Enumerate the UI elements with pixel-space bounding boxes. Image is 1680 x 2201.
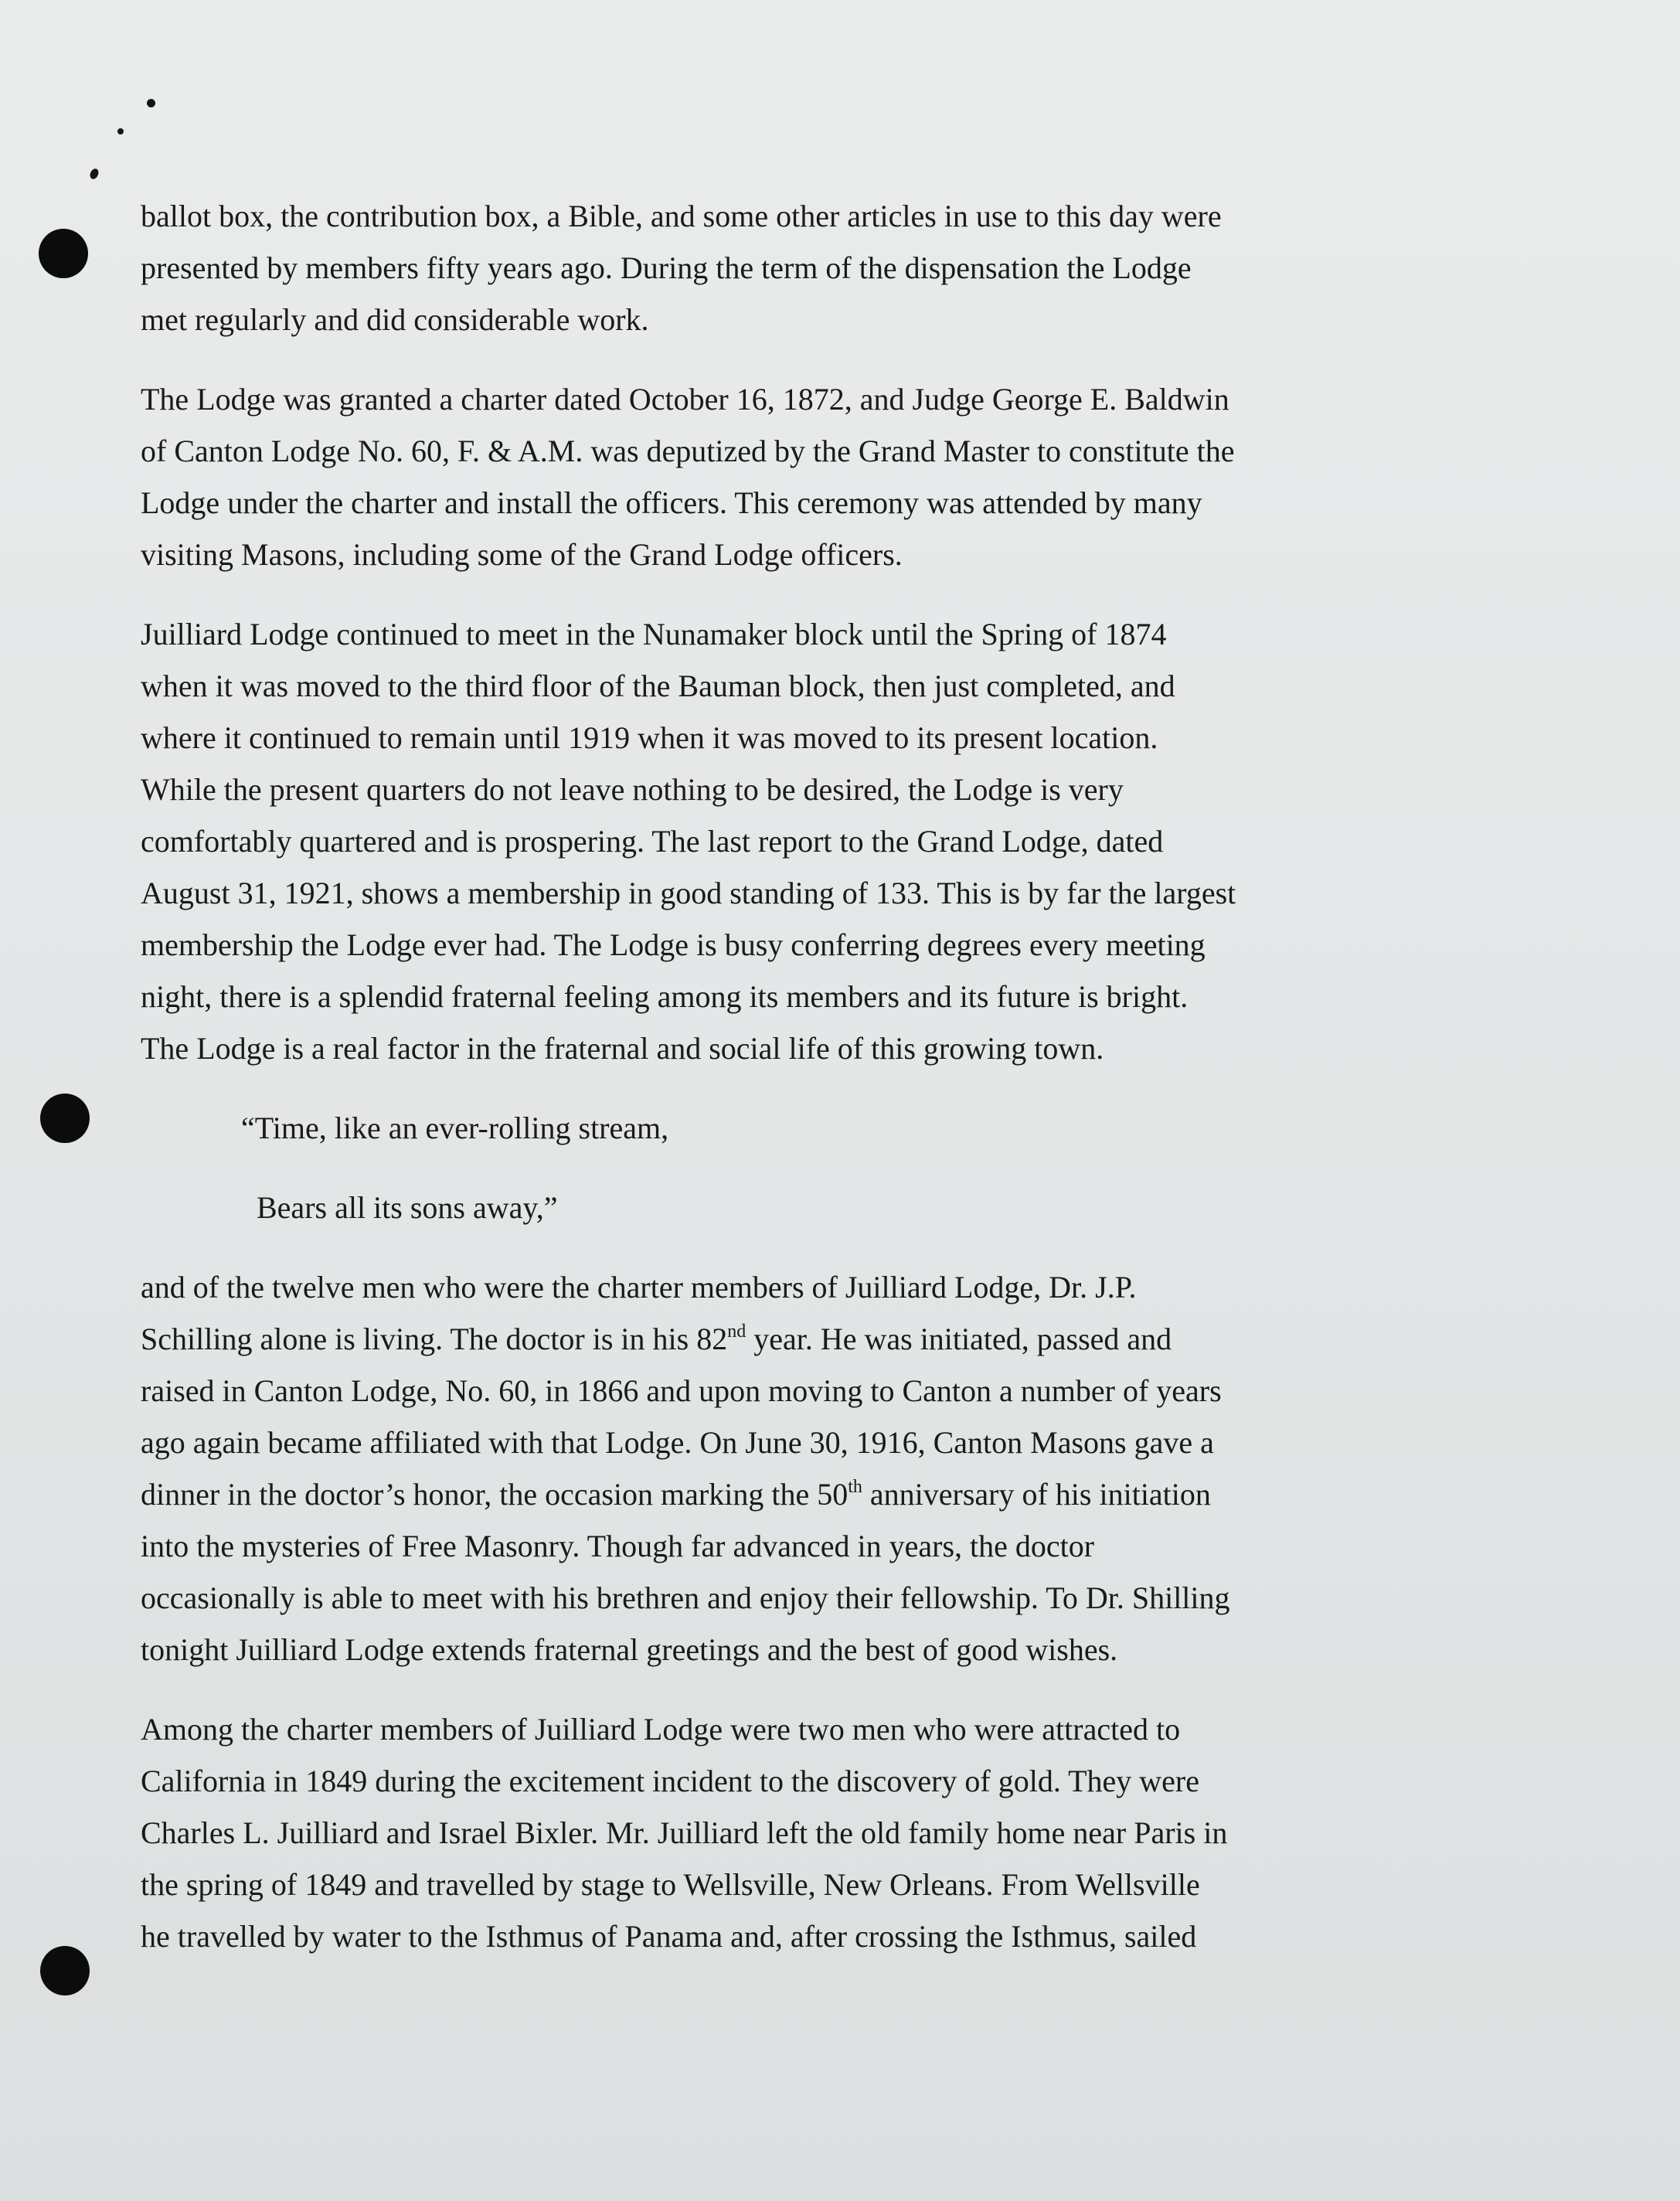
paper-speck [147,99,155,107]
text-line: visiting Masons, including some of the Grand Lodge officers. [141,537,903,572]
paragraph-2 [141,373,1454,580]
text-line: and of the twelve men who were the charter members of Juilliard Lodge, Dr. J.P. [141,1270,1137,1305]
text-line [141,1468,1454,1520]
text-line: August 31, 1921, shows a membership in good standing of 133. This is by far the largest [141,876,1236,910]
text-line: ballot box, the contribution box, a Bible, and some other articles in use to this day were [141,199,1222,233]
paper-speck [89,168,100,181]
paragraph-3 [141,608,1454,1074]
text-line [141,1313,1454,1365]
quote-line-2: Bears all its sons away,” [257,1190,558,1225]
text-line: into the mysteries of Free Masonry. Though far advanced in years, the doctor [141,1529,1095,1563]
text-line: night, there is a splendid fraternal feeling among its members and its future is bright. [141,979,1189,1014]
text-line: the spring of 1849 and travelled by stage to Wellsville, New Orleans. From Wellsville [141,1867,1200,1902]
text-line: met regularly and did considerable work. [141,302,649,337]
text-line: The Lodge is a real factor in the fraternal and social life of this growing town. [141,1031,1104,1066]
ordinal-suffix: th [848,1477,862,1497]
text-line: where it continued to remain until 1919 when it was moved to its present location. [141,720,1158,755]
text-line: occasionally is able to meet with his brethren and enjoy their fellowship. To Dr. Shilling [141,1580,1230,1615]
text-line: he travelled by water to the Isthmus of Panama and, after crossing the Isthmus, sailed [141,1919,1197,1954]
punch-hole [40,1094,90,1143]
text-line: when it was moved to the third floor of the Bauman block, then just completed, and [141,668,1175,703]
text-segment: year. He was initiated, passed and [746,1322,1172,1356]
text-line: membership the Lodge ever had. The Lodge is busy conferring degrees every meeting [141,927,1206,962]
quote-line-1: “Time, like an ever-rolling stream, [241,1111,669,1145]
text-line: Charles L. Juilliard and Israel Bixler. Mr. Juilliard left the old family home near Paris in [141,1815,1228,1850]
text-segment: dinner in the doctor’s honor, the occasion marking the 50 [141,1477,849,1512]
text-line: comfortably quartered and is prospering. The last report to the Grand Lodge, dated [141,824,1164,859]
text-line: of Canton Lodge No. 60, F. & A.M. was deputized by the Grand Master to constitute the [141,434,1235,468]
text-line: Among the charter members of Juilliard Lodge were two men who were attracted to [141,1712,1181,1747]
text-line: ago again became affiliated with that Lodge. On June 30, 1916, Canton Masons gave a [141,1425,1214,1460]
text-line: Lodge under the charter and install the officers. This ceremony was attended by many [141,485,1202,520]
paragraph-5 [141,1703,1454,1962]
text-line: California in 1849 during the excitement incident to the discovery of gold. They were [141,1764,1199,1798]
paper-speck [117,128,124,134]
ordinal-suffix: nd [727,1322,746,1342]
punch-hole [39,229,88,278]
text-line: While the present quarters do not leave nothing to be desired, the Lodge is very [141,772,1124,807]
text-line: The Lodge was granted a charter dated October 16, 1872, and Judge George E. Baldwin [141,382,1229,417]
text-line: tonight Juilliard Lodge extends fraternal greetings and the best of good wishes. [141,1632,1118,1667]
text-segment: Schilling alone is living. The doctor is in his 82 [141,1322,728,1356]
paragraph-4 [141,1261,1454,1675]
punch-hole [40,1946,90,1995]
text-line: Juilliard Lodge continued to meet in the Nunamaker block until the Spring of 1874 [141,617,1167,651]
paragraph-1 [141,190,1454,345]
text-segment: anniversary of his initiation [862,1477,1211,1512]
body-text [141,190,1454,1990]
text-line: presented by members fifty years ago. During the term of the dispensation the Lodge [141,250,1192,285]
text-line: raised in Canton Lodge, No. 60, in 1866 and upon moving to Canton a number of years [141,1373,1222,1408]
